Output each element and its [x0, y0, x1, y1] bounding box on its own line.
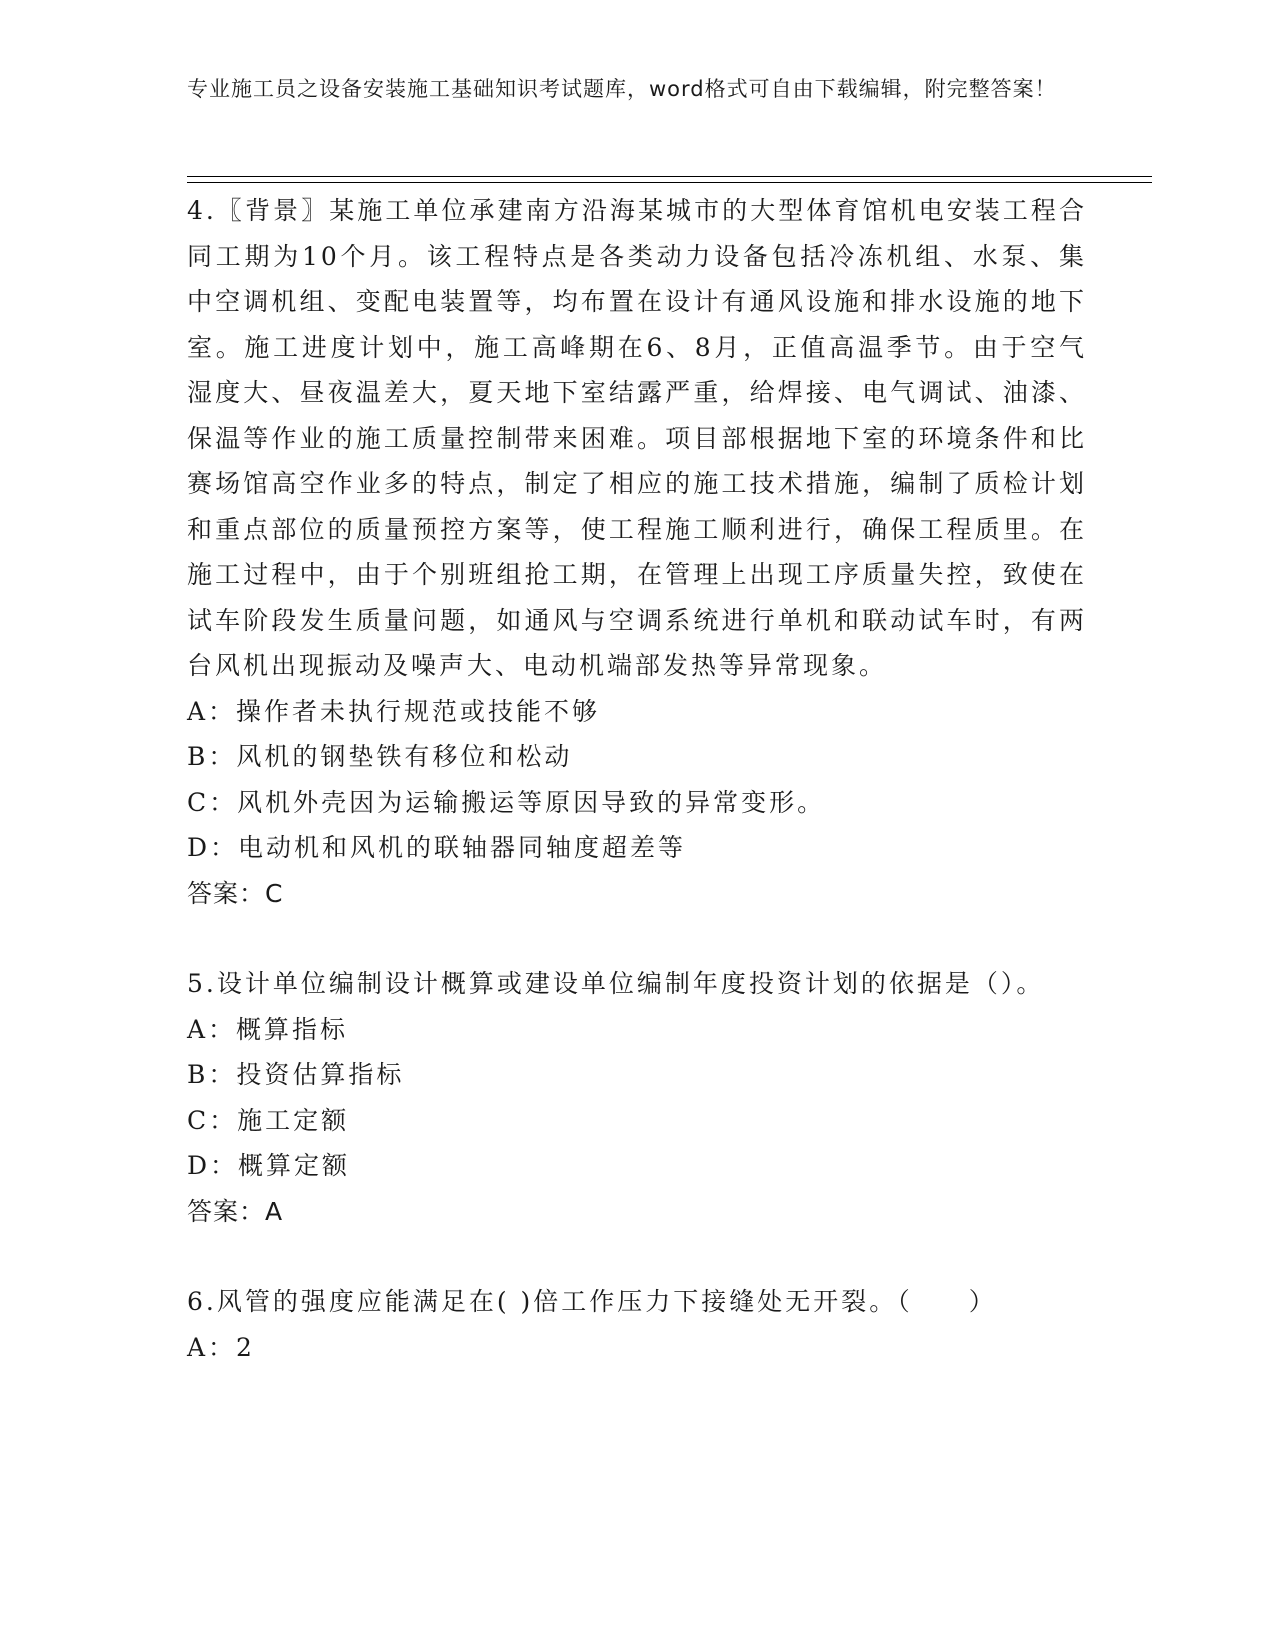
- question-4: [187, 188, 1087, 916]
- question-stem: 4.〖背景〗某施工单位承建南方沿海某城市的大型体育馆机电安装工程合同工期为10个月。该工程特点是各类动力设备包括冷冻机组、水泵、集中空调机组、变配电装置等，均布置在设计有通风设施和排水设施的地下室。施工进度计划中，施工高峰期在6、8月，正值高温季节。由于空气湿度大、昼夜温差大，夏天地下室结露严重，给焊接、电气调试、油漆、保温等作业的施工质量控制带来困难。项目部根据地下室的环境条件和比赛场馆高空作业多的特点，制定了相应的施工技术措施，编制了质检计划和重点部位的质量预控方案等，使工程施工顺利进行，确保工程质里。在施工过程中，由于个别班组抢工期，在管理上出现工序质量失控，致使在试车阶段发生质量问题，如通风与空调系统进行单机和联动试车时，有两台风机出现振动及噪声大、电动机端部发热等异常现象。: [187, 196, 1087, 680]
- question-spacer: [187, 916, 1087, 961]
- header-divider-bottom: [187, 182, 1152, 183]
- option-b: B：风机的钢垫铁有移位和松动: [187, 742, 573, 771]
- option-c: C：风机外壳因为运输搬运等原因导致的异常变形。: [187, 787, 826, 817]
- question-5: [187, 961, 1087, 1234]
- option-a: A：2: [187, 1332, 255, 1362]
- question-stem: 6.风管的强度应能满足在( )倍工作压力下接缝处无开裂。（ ）: [187, 1287, 997, 1316]
- option-a: A：操作者未执行规范或技能不够: [187, 696, 601, 726]
- option-d: D：电动机和风机的联轴器同轴度超差等: [187, 833, 687, 862]
- question-stem: 5.设计单位编制设计概算或建设单位编制年度投资计划的依据是（）。: [187, 969, 1045, 998]
- question-spacer: [187, 1234, 1087, 1279]
- header-text: 专业施工员之设备安装施工基础知识考试题库，word格式可自由下载编辑，附完整答案！: [187, 77, 1057, 101]
- option-c: C：施工定额: [187, 1105, 350, 1135]
- answer: 答案：C: [187, 878, 284, 908]
- option-d: D：概算定额: [187, 1151, 351, 1180]
- header-divider-top: [187, 176, 1152, 177]
- option-a: A：概算指标: [187, 1014, 349, 1044]
- question-list: [187, 188, 1087, 1370]
- question-6: [187, 1279, 1087, 1370]
- option-b: B：投资估算指标: [187, 1060, 405, 1089]
- answer: 答案：A: [187, 1196, 284, 1226]
- document-header: [187, 72, 1067, 106]
